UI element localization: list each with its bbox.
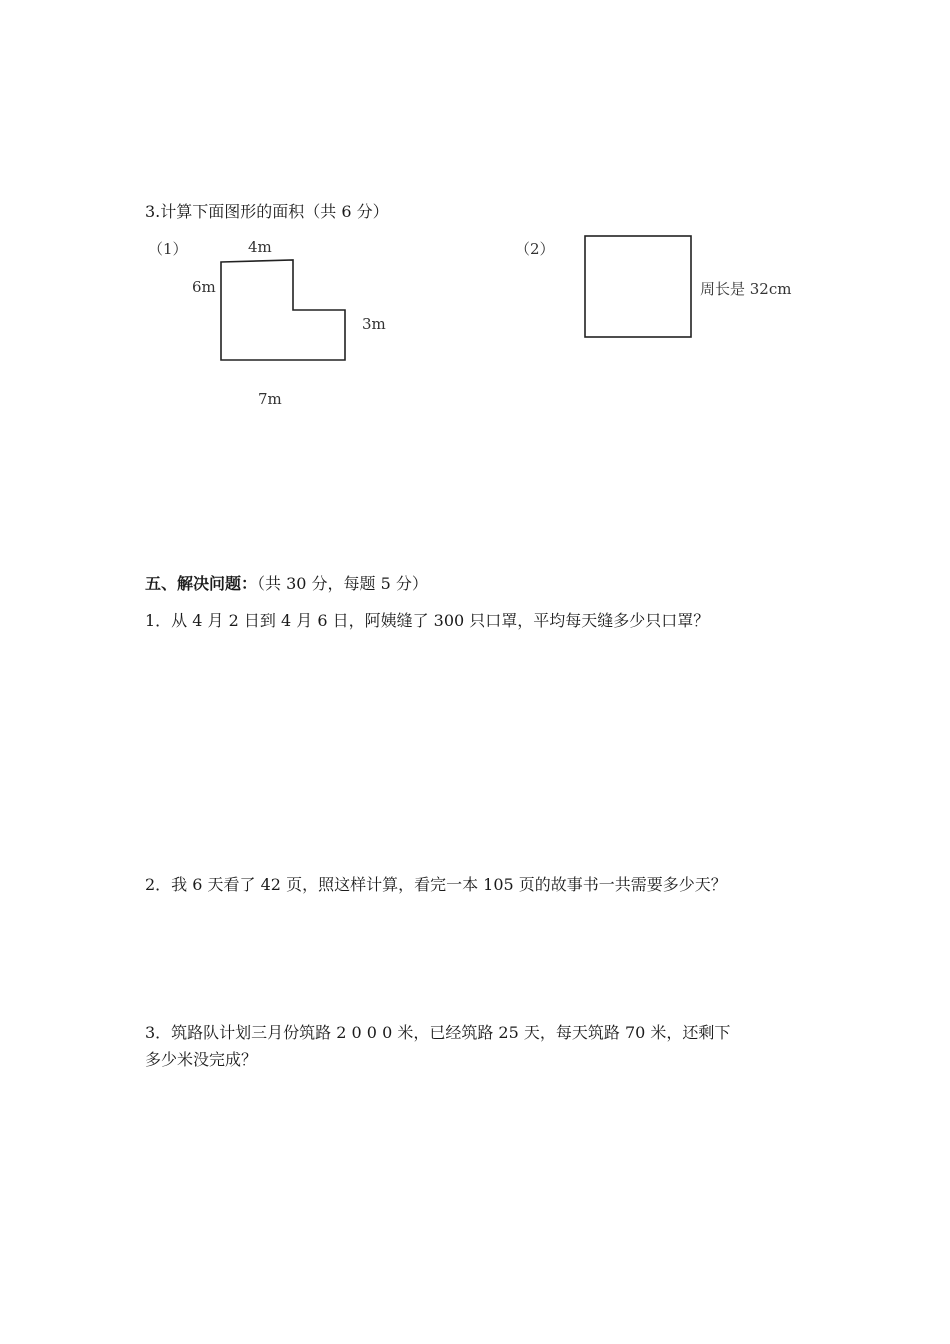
figure1-index: （1） (148, 240, 188, 258)
question-2: 2．我 6 天看了 42 页，照这样计算，看完一本 105 页的故事书一共需要多少天？ (145, 875, 727, 894)
geometry-section-title: 3.计算下面图形的面积（共 6 分） (145, 202, 389, 221)
question-1: 1．从 4 月 2 日到 4 月 6 日，阿姨缝了 300 只口罩，平均每天缝多少只口罩？ (145, 611, 710, 630)
problems-heading: 五、解决问题： (145, 574, 258, 593)
figure1-top-label: 4m (248, 238, 272, 256)
figure1-bottom-label: 7m (258, 390, 282, 408)
square-figure (585, 236, 691, 337)
question-3-line-2: 多少米没完成？ (145, 1050, 258, 1069)
figure2-index: （2） (515, 240, 555, 258)
question-3-line-1: 3．筑路队计划三月份筑路 2 0 0 0 米，已经筑路 25 天，每天筑路 70 米，还剩下 (145, 1023, 731, 1042)
l-shape-figure (221, 260, 345, 360)
figure1-left-label: 6m (192, 278, 216, 296)
figure2-perimeter-label: 周长是 32cm (700, 280, 792, 298)
figure1-right-label: 3m (362, 315, 386, 333)
problems-section-header (145, 570, 428, 598)
problems-heading-note: （共 30 分，每题 5 分） (257, 574, 428, 593)
